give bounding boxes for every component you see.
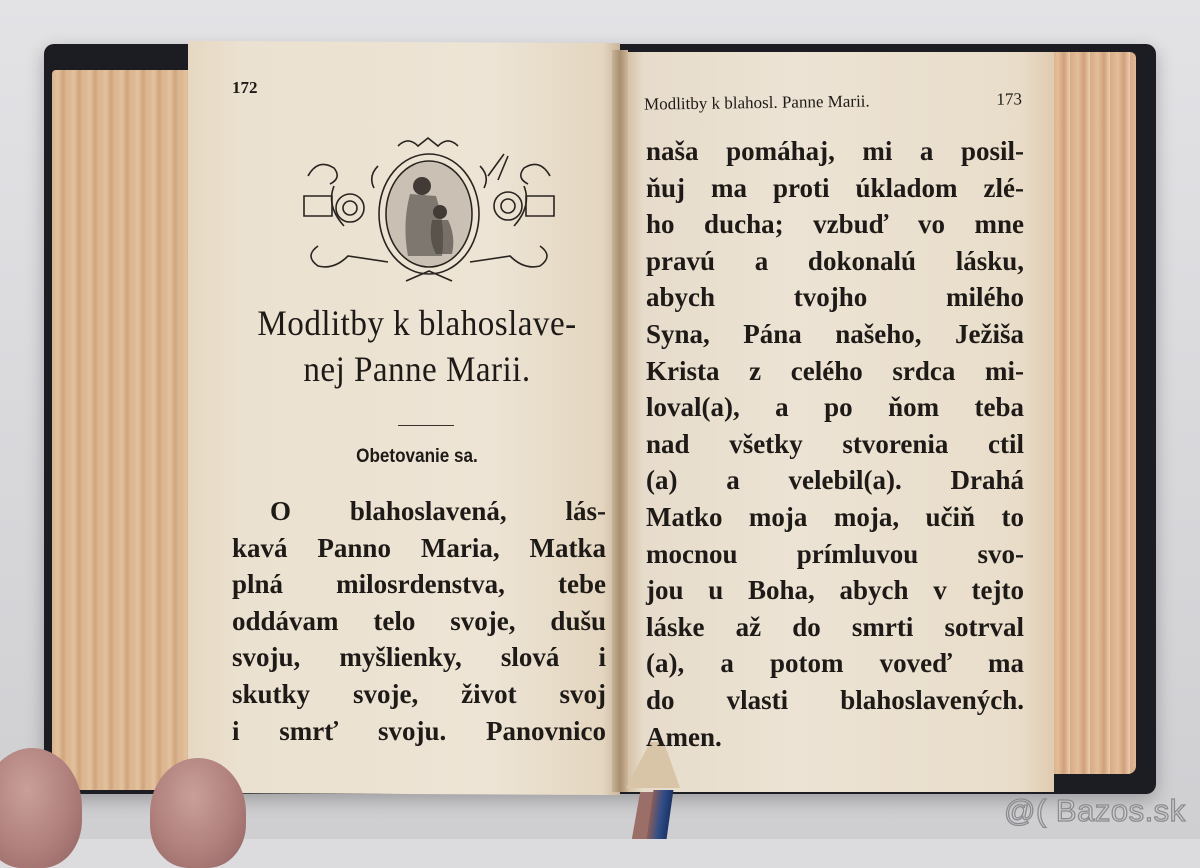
text-line: do vlasti blahoslavených. <box>646 684 1024 715</box>
text-line: i smrť svoju. Panovnico <box>232 715 606 746</box>
page-number-right: 173 <box>996 89 1023 109</box>
title-divider <box>398 425 454 426</box>
text-line: O blahoslavená, lás- <box>270 496 606 526</box>
text-line: pravú a dokonalú lásku, <box>646 245 1024 276</box>
left-page-stack <box>52 70 202 790</box>
thumb <box>150 758 246 868</box>
text-line: mocnou prímluvou svo- <box>646 538 1024 569</box>
text-line: (a) a velebil(a). Drahá <box>646 465 1024 496</box>
text-line: Matko moja moja, učiň to <box>646 501 1024 532</box>
text-line: kavá Panno Maria, Matka <box>232 532 606 563</box>
text-line: nad všetky stvorenia ctil <box>646 428 1024 459</box>
text-line: Syna, Pána našeho, Ježiša <box>646 318 1024 349</box>
text-line: abych tvojho milého <box>646 282 1024 313</box>
watermark: @( Bazos.sk <box>1004 793 1186 828</box>
madonna-ornament-icon <box>298 136 560 284</box>
text-line: naša pomáhaj, mi a posil- <box>646 136 1024 166</box>
text-line: Krista z celého srdca mi- <box>646 355 1024 386</box>
text-line: ňuj ma proti úkladom zlé- <box>646 172 1024 203</box>
chapter-title <box>238 300 597 392</box>
right-page-body <box>646 133 1024 755</box>
text-line: láske až do smrti sotrval <box>646 611 1024 642</box>
running-head-title: Modlitby k blahosl. Panne Marii. <box>643 91 870 114</box>
page-number-left: 172 <box>232 78 258 97</box>
text-line: jou u Boha, abych v tejto <box>646 575 1024 606</box>
chapter-title-line: Modlitby k blahoslave- <box>257 303 577 343</box>
text-line: svoju, myšlienky, slová i <box>232 642 606 673</box>
text-line: plná milosrdenstva, tebe <box>232 569 606 600</box>
left-page-body <box>232 493 606 749</box>
text-line: loval(a), a po ňom teba <box>646 392 1024 423</box>
right-page-stack <box>1050 52 1136 774</box>
text-line: Amen. <box>646 721 722 752</box>
chapter-title-line: nej Panne Marii. <box>303 349 531 389</box>
book-gutter <box>612 50 628 792</box>
text-line: (a), a potom voveď ma <box>646 648 1024 679</box>
text-line: skutky svoje, život svoj <box>232 678 606 709</box>
prayer-subheading: Obetovanie sa. <box>356 446 478 467</box>
text-line: oddávam telo svoje, dušu <box>232 605 606 636</box>
text-line: ho ducha; vzbuď vo mne <box>646 209 1024 240</box>
